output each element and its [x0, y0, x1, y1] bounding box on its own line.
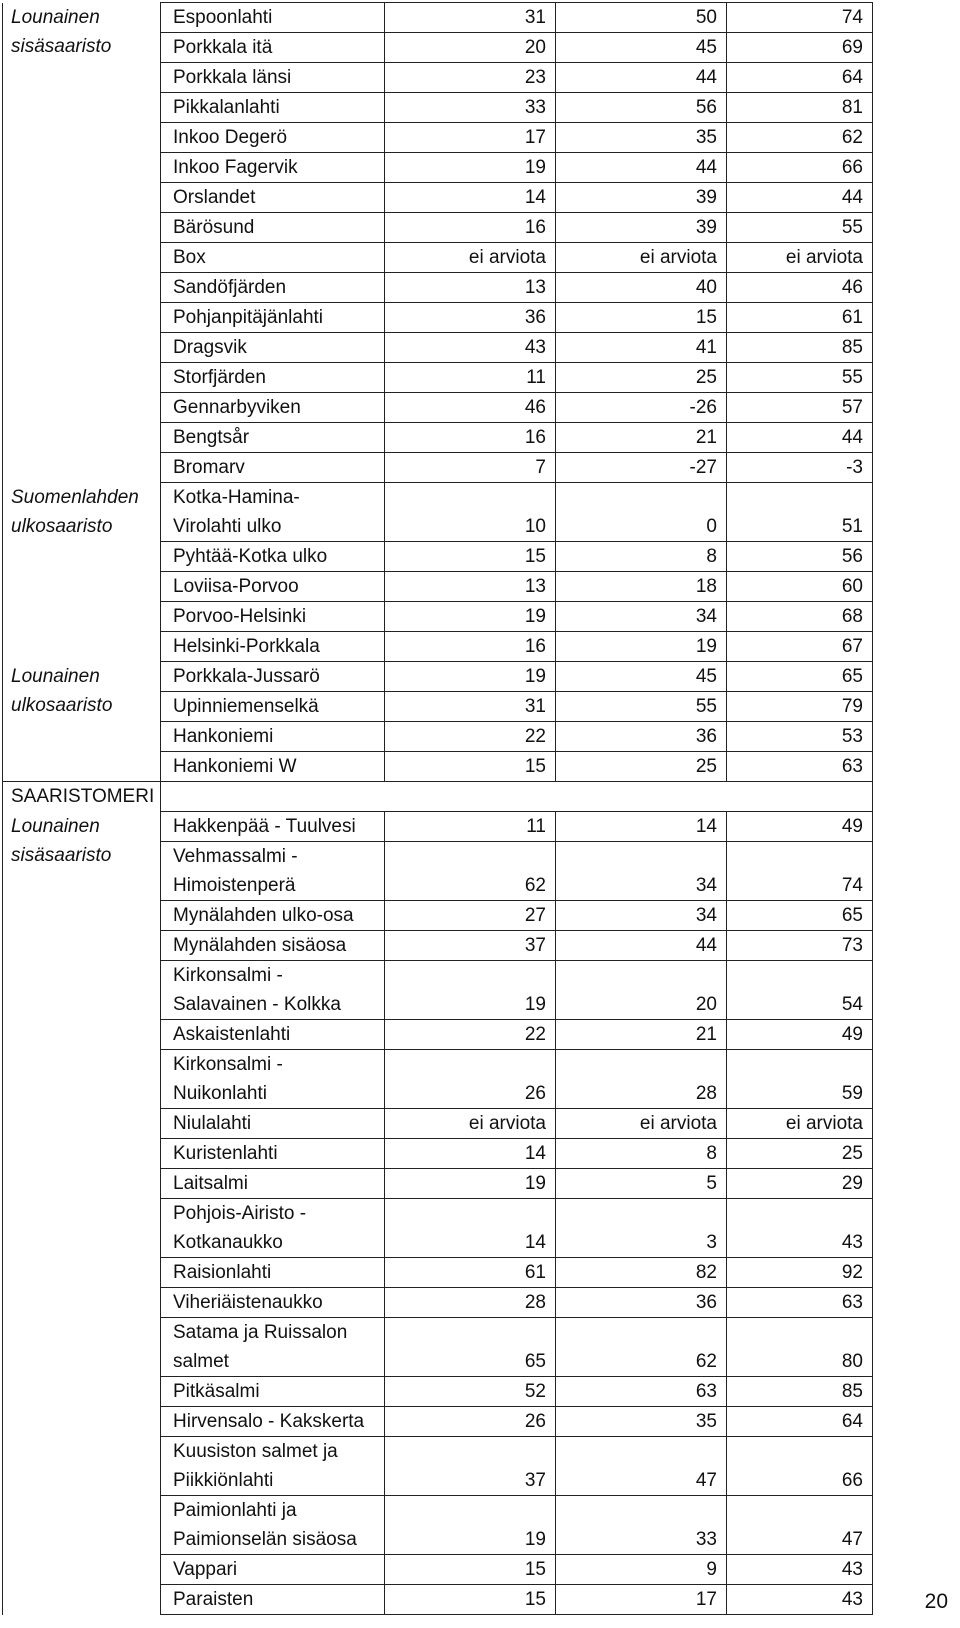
value-cell-2: 8 [556, 1139, 727, 1169]
value-cell-2: 41 [556, 333, 727, 363]
value-cell-2: 33 [556, 1496, 727, 1555]
value-cell-1: 11 [385, 363, 556, 393]
location-name: Satama ja Ruissalon salmet [161, 1318, 385, 1377]
location-name: Sandöfjärden [161, 273, 385, 303]
value-cell-2: 34 [556, 602, 727, 632]
location-name: Kotka-Hamina- Virolahti ulko [161, 483, 385, 542]
value-cell-1: 20 [385, 33, 556, 63]
location-name: Kirkonsalmi - Salavainen - Kolkka [161, 961, 385, 1020]
location-name: Hankoniemi [161, 722, 385, 752]
value-cell-1: 15 [385, 752, 556, 782]
value-cell-2: 40 [556, 273, 727, 303]
location-name: Espoonlahti [161, 3, 385, 33]
value-cell-1: 19 [385, 1169, 556, 1199]
table-row [3, 812, 873, 842]
value-cell-3: 43 [727, 1199, 873, 1258]
value-cell-1: 13 [385, 572, 556, 602]
value-cell-2: 44 [556, 63, 727, 93]
value-cell-3: 85 [727, 1377, 873, 1407]
value-cell-3: 44 [727, 423, 873, 453]
value-cell-3: 68 [727, 602, 873, 632]
location-name: Porkkala länsi [161, 63, 385, 93]
value-cell-3: 51 [727, 483, 873, 542]
value-cell-1: 31 [385, 3, 556, 33]
value-cell-2: 18 [556, 572, 727, 602]
value-cell-1: 13 [385, 273, 556, 303]
location-name: Kuristenlahti [161, 1139, 385, 1169]
location-name: Laitsalmi [161, 1169, 385, 1199]
value-cell-2: 45 [556, 662, 727, 692]
value-cell-3: 60 [727, 572, 873, 602]
value-cell-3: ei arviota [727, 1109, 873, 1139]
value-cell-2: 55 [556, 692, 727, 722]
value-cell-3: 54 [727, 961, 873, 1020]
value-cell-2: 5 [556, 1169, 727, 1199]
location-name: Pyhtää-Kotka ulko [161, 542, 385, 572]
value-cell-1: 14 [385, 1139, 556, 1169]
blank-cell [161, 782, 873, 812]
region-label: Suomenlahden ulkosaaristo [11, 486, 139, 537]
value-cell-2: ei arviota [556, 243, 727, 273]
value-cell-2: ei arviota [556, 1109, 727, 1139]
value-cell-3: 29 [727, 1169, 873, 1199]
value-cell-3: 63 [727, 1288, 873, 1318]
location-name: Raisionlahti [161, 1258, 385, 1288]
value-cell-2: -27 [556, 453, 727, 483]
value-cell-3: 74 [727, 842, 873, 901]
value-cell-1: 26 [385, 1050, 556, 1109]
value-cell-1: 46 [385, 393, 556, 423]
value-cell-3: 73 [727, 931, 873, 961]
location-name: Porkkala-Jussarö [161, 662, 385, 692]
value-cell-3: 43 [727, 1555, 873, 1585]
value-cell-1: 65 [385, 1318, 556, 1377]
value-cell-1: 37 [385, 1437, 556, 1496]
value-cell-1: 10 [385, 483, 556, 542]
location-name: Inkoo Fagervik [161, 153, 385, 183]
region-label: Lounainen sisäsaaristo [11, 6, 112, 57]
location-name: Pohjanpitäjänlahti [161, 303, 385, 333]
value-cell-3: 67 [727, 632, 873, 662]
value-cell-3: 65 [727, 662, 873, 692]
value-cell-1: 15 [385, 542, 556, 572]
table-row [3, 483, 873, 542]
location-name: Pohjois-Airisto - Kotkanaukko [161, 1199, 385, 1258]
value-cell-3: 43 [727, 1585, 873, 1615]
value-cell-3: 63 [727, 752, 873, 782]
value-cell-1: 27 [385, 901, 556, 931]
value-cell-1: 15 [385, 1555, 556, 1585]
value-cell-1: 19 [385, 602, 556, 632]
value-cell-2: 47 [556, 1437, 727, 1496]
value-cell-1: 11 [385, 812, 556, 842]
value-cell-1: 16 [385, 632, 556, 662]
value-cell-1: 28 [385, 1288, 556, 1318]
value-cell-3: 64 [727, 1407, 873, 1437]
value-cell-3: -3 [727, 453, 873, 483]
region-label: SAARISTOMERI [11, 786, 155, 807]
value-cell-3: 44 [727, 183, 873, 213]
value-cell-1: ei arviota [385, 1109, 556, 1139]
value-cell-2: 63 [556, 1377, 727, 1407]
value-cell-1: 16 [385, 423, 556, 453]
location-name: Hirvensalo - Kakskerta [161, 1407, 385, 1437]
value-cell-3: 85 [727, 333, 873, 363]
value-cell-2: 8 [556, 542, 727, 572]
value-cell-1: 23 [385, 63, 556, 93]
value-cell-2: 36 [556, 722, 727, 752]
value-cell-2: 20 [556, 961, 727, 1020]
value-cell-2: -26 [556, 393, 727, 423]
region-cell [3, 3, 161, 483]
value-cell-3: 49 [727, 812, 873, 842]
value-cell-3: 46 [727, 273, 873, 303]
value-cell-2: 34 [556, 901, 727, 931]
value-cell-1: 37 [385, 931, 556, 961]
location-name: Porvoo-Helsinki [161, 602, 385, 632]
location-name: Kirkonsalmi - Nuikonlahti [161, 1050, 385, 1109]
region-cell [3, 483, 161, 662]
value-cell-2: 25 [556, 752, 727, 782]
location-name: Kuusiston salmet ja Piikkiönlahti [161, 1437, 385, 1496]
value-cell-1: 15 [385, 1585, 556, 1615]
location-name: Bromarv [161, 453, 385, 483]
location-name: Loviisa-Porvoo [161, 572, 385, 602]
value-cell-2: 19 [556, 632, 727, 662]
value-cell-3: 80 [727, 1318, 873, 1377]
value-cell-2: 25 [556, 363, 727, 393]
value-cell-1: 19 [385, 961, 556, 1020]
value-cell-3: 66 [727, 1437, 873, 1496]
location-name: Bärösund [161, 213, 385, 243]
location-name: Hakkenpää - Tuulvesi [161, 812, 385, 842]
location-name: Storfjärden [161, 363, 385, 393]
value-cell-1: 31 [385, 692, 556, 722]
value-cell-1: 61 [385, 1258, 556, 1288]
region-label: Lounainen sisäsaaristo [11, 815, 112, 866]
value-cell-2: 0 [556, 483, 727, 542]
location-name: Paraisten [161, 1585, 385, 1615]
table-row-separator [3, 782, 873, 812]
location-name: Viheriäistenaukko [161, 1288, 385, 1318]
value-cell-2: 9 [556, 1555, 727, 1585]
value-cell-2: 50 [556, 3, 727, 33]
location-name: Upinniemenselkä [161, 692, 385, 722]
value-cell-2: 35 [556, 123, 727, 153]
value-cell-2: 44 [556, 931, 727, 961]
value-cell-2: 56 [556, 93, 727, 123]
value-cell-1: 14 [385, 183, 556, 213]
value-cell-3: 79 [727, 692, 873, 722]
location-name: Dragsvik [161, 333, 385, 363]
value-cell-2: 15 [556, 303, 727, 333]
value-cell-2: 35 [556, 1407, 727, 1437]
value-cell-3: 59 [727, 1050, 873, 1109]
value-cell-1: 43 [385, 333, 556, 363]
value-cell-1: 33 [385, 93, 556, 123]
value-cell-3: 81 [727, 93, 873, 123]
value-cell-1: 36 [385, 303, 556, 333]
value-cell-3: 66 [727, 153, 873, 183]
value-cell-1: 19 [385, 1496, 556, 1555]
value-cell-3: 55 [727, 363, 873, 393]
value-cell-1: 16 [385, 213, 556, 243]
value-cell-2: 34 [556, 842, 727, 901]
value-cell-2: 17 [556, 1585, 727, 1615]
value-cell-3: 65 [727, 901, 873, 931]
value-cell-3: 62 [727, 123, 873, 153]
region-cell [3, 812, 161, 1615]
value-cell-2: 44 [556, 153, 727, 183]
value-cell-2: 14 [556, 812, 727, 842]
value-cell-3: 64 [727, 63, 873, 93]
location-name: Pitkäsalmi [161, 1377, 385, 1407]
location-name: Mynälahden ulko-osa [161, 901, 385, 931]
region-label: Lounainen ulkosaaristo [11, 665, 113, 716]
table-row [3, 3, 873, 33]
value-cell-3: 25 [727, 1139, 873, 1169]
region-cell [3, 782, 161, 812]
value-cell-2: 21 [556, 423, 727, 453]
value-cell-2: 62 [556, 1318, 727, 1377]
value-cell-3: 69 [727, 33, 873, 63]
value-cell-3: 61 [727, 303, 873, 333]
value-cell-3: 74 [727, 3, 873, 33]
location-name: Bengtsår [161, 423, 385, 453]
location-name: Niulalahti [161, 1109, 385, 1139]
location-name: Mynälahden sisäosa [161, 931, 385, 961]
location-name: Porkkala itä [161, 33, 385, 63]
value-cell-2: 39 [556, 183, 727, 213]
value-cell-1: 14 [385, 1199, 556, 1258]
value-cell-2: 36 [556, 1288, 727, 1318]
value-cell-1: 22 [385, 1020, 556, 1050]
value-cell-3: 57 [727, 393, 873, 423]
page-number: 20 [924, 1590, 948, 1613]
value-cell-1: 19 [385, 153, 556, 183]
value-cell-3: 55 [727, 213, 873, 243]
location-name: Inkoo Degerö [161, 123, 385, 153]
value-cell-1: ei arviota [385, 243, 556, 273]
value-cell-2: 3 [556, 1199, 727, 1258]
value-cell-3: 53 [727, 722, 873, 752]
table-body [3, 3, 873, 1615]
value-cell-2: 39 [556, 213, 727, 243]
location-name: Hankoniemi W [161, 752, 385, 782]
location-name: Helsinki-Porkkala [161, 632, 385, 662]
location-name: Askaistenlahti [161, 1020, 385, 1050]
value-cell-2: 82 [556, 1258, 727, 1288]
location-name: Vappari [161, 1555, 385, 1585]
value-cell-3: ei arviota [727, 243, 873, 273]
value-cell-1: 17 [385, 123, 556, 153]
value-cell-3: 92 [727, 1258, 873, 1288]
value-cell-2: 21 [556, 1020, 727, 1050]
location-name: Pikkalanlahti [161, 93, 385, 123]
value-cell-1: 26 [385, 1407, 556, 1437]
value-cell-1: 19 [385, 662, 556, 692]
location-name: Gennarbyviken [161, 393, 385, 423]
value-cell-2: 45 [556, 33, 727, 63]
value-cell-3: 47 [727, 1496, 873, 1555]
value-cell-3: 49 [727, 1020, 873, 1050]
data-table [2, 2, 873, 1615]
location-name: Orslandet [161, 183, 385, 213]
value-cell-1: 62 [385, 842, 556, 901]
value-cell-1: 7 [385, 453, 556, 483]
location-name: Box [161, 243, 385, 273]
value-cell-3: 56 [727, 542, 873, 572]
value-cell-1: 52 [385, 1377, 556, 1407]
value-cell-2: 28 [556, 1050, 727, 1109]
location-name: Paimionlahti ja Paimionselän sisäosa [161, 1496, 385, 1555]
value-cell-1: 22 [385, 722, 556, 752]
region-cell [3, 662, 161, 782]
location-name: Vehmassalmi - Himoistenperä [161, 842, 385, 901]
table-row [3, 662, 873, 692]
